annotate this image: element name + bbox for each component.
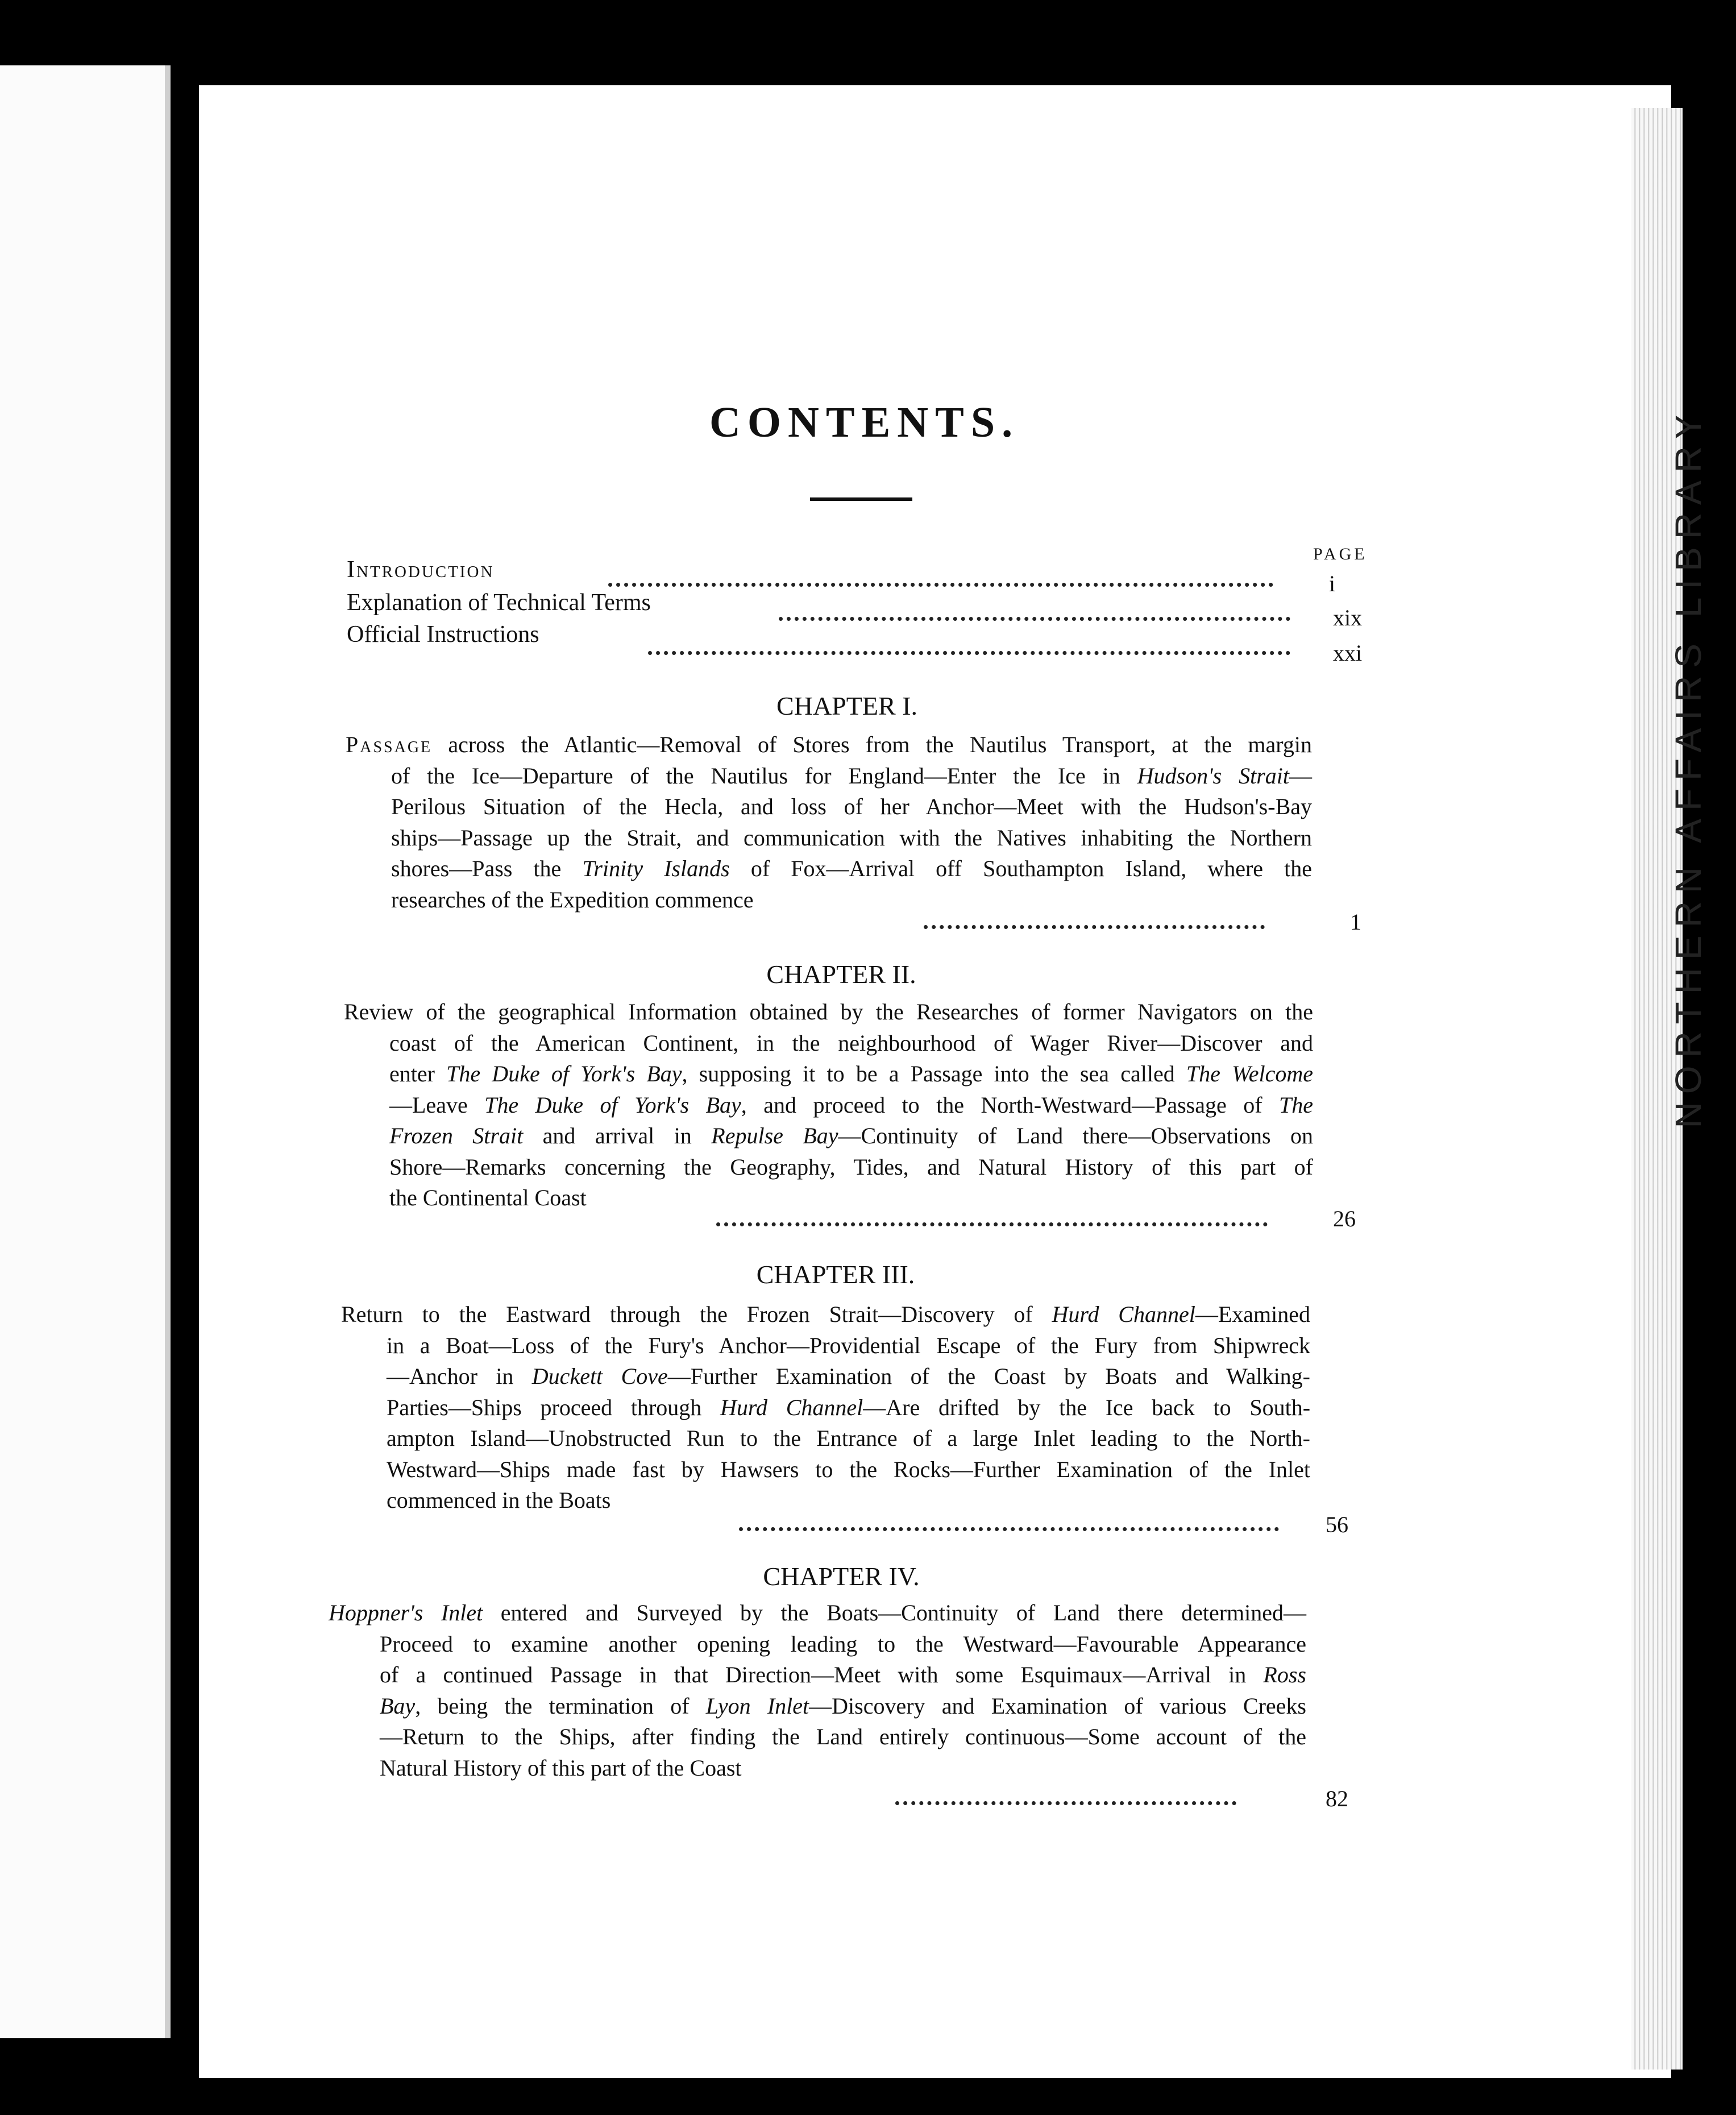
- italic-place-name: The Duke of York's Bay: [446, 1061, 682, 1086]
- italic-place-name: The Welcome: [1186, 1061, 1313, 1086]
- facing-page-edge: [0, 65, 171, 2038]
- toc-entry-technical-terms: Explanation of Technical Terms: [347, 590, 651, 616]
- chapter-2-page: 26: [1333, 1206, 1356, 1231]
- dot-leaders: [648, 645, 1290, 655]
- summary-text: across the Atlantic—Removal of Stores from the Nautilus Transport, at the margin: [432, 732, 1312, 757]
- summary-text: in a Boat—Loss of the Fury's Anchor—Providential Escape of the Fury from Shipwreck: [387, 1332, 1310, 1358]
- italic-place-name: Hurd Channel: [720, 1394, 863, 1420]
- summary-line: [329, 1722, 1306, 1753]
- summary-line: [341, 1330, 1310, 1362]
- summary-line: [346, 729, 1312, 761]
- summary-text: —Examined: [1195, 1301, 1310, 1327]
- summary-line: [329, 1660, 1306, 1691]
- summary-line: [344, 997, 1313, 1028]
- summary-text: Proceed to examine another opening leading to the Westward—Favourable Appearance: [380, 1631, 1306, 1657]
- summary-text: entered and Surveyed by the Boats—Continuity of Land there determined—: [483, 1600, 1306, 1625]
- italic-place-name: Bay: [380, 1693, 416, 1719]
- summary-text: —Return to the Ships, after finding the Land entirely continuous—Some account of the: [380, 1724, 1306, 1749]
- italic-place-name: Ross: [1263, 1662, 1306, 1687]
- summary-text: —: [1289, 762, 1312, 789]
- summary-line: [341, 1361, 1310, 1392]
- summary-text: Natural History of this part of the Coast: [380, 1755, 742, 1781]
- chapter-2-title: CHAPTER II.: [766, 960, 916, 989]
- italic-place-name: Repulse Bay: [711, 1123, 838, 1148]
- chapter-1-page: 1: [1350, 909, 1361, 935]
- italic-place-name: Hoppner's Inlet: [329, 1600, 483, 1625]
- summary-line: [344, 1059, 1313, 1090]
- summary-line: [341, 1454, 1310, 1486]
- summary-line: [346, 761, 1312, 792]
- summary-text: Passage: [346, 732, 433, 757]
- toc-page-number: xix: [1333, 605, 1363, 631]
- toc-entry-introduction: Introduction: [347, 557, 495, 583]
- summary-line: [346, 791, 1312, 823]
- summary-line: [346, 853, 1312, 885]
- chapter-1-summary: [346, 729, 1312, 915]
- chapter-4-summary: [329, 1598, 1306, 1784]
- italic-place-name: Hudson's Strait: [1137, 762, 1289, 789]
- summary-text: —Continuity of Land there—Observations on: [838, 1123, 1313, 1148]
- summary-text: ships—Passage up the Strait, and communication with the Natives inhabiting the Northern: [391, 824, 1312, 851]
- library-stamp: [1666, 370, 1711, 1166]
- dot-leaders: [924, 919, 1265, 929]
- dot-leaders: [608, 577, 1273, 587]
- summary-text: —Are drifted by the Ice back to South-: [863, 1394, 1311, 1420]
- summary-text: Parties—Ships proceed through: [387, 1394, 721, 1420]
- italic-place-name: Trinity Islands: [582, 856, 730, 881]
- toc-entry-official-instructions: Official Instructions: [347, 621, 539, 648]
- summary-line: [329, 1629, 1306, 1660]
- summary-line: [329, 1753, 1306, 1784]
- chapter-4-title: CHAPTER IV.: [763, 1562, 920, 1591]
- summary-line: [344, 1183, 1313, 1214]
- summary-text: enter: [389, 1061, 447, 1086]
- chapter-3-page: 56: [1326, 1512, 1348, 1537]
- chapter-1-title: CHAPTER I.: [776, 691, 917, 720]
- summary-line: [341, 1485, 1310, 1516]
- summary-text: Return to the Eastward through the Frozen Strait—Discovery of: [341, 1301, 1052, 1327]
- summary-line: [344, 1090, 1313, 1121]
- summary-line: [329, 1598, 1306, 1629]
- summary-line: [341, 1423, 1310, 1454]
- chapter-3-summary: [341, 1299, 1310, 1516]
- summary-text: commenced in the Boats: [387, 1487, 611, 1513]
- summary-line: [344, 1028, 1313, 1059]
- italic-place-name: Frozen Strait: [389, 1123, 524, 1148]
- italic-place-name: Hurd Channel: [1052, 1301, 1195, 1327]
- dot-leaders: [716, 1217, 1268, 1226]
- summary-text: Westward—Ships made fast by Hawsers to the Rocks—Further Examination of the Inlet: [387, 1456, 1310, 1482]
- summary-text: of Fox—Arrival off Southampton Island, where the: [729, 856, 1313, 881]
- summary-text: ampton Island—Unobstructed Run to the Entrance of a large Inlet leading to the North-: [387, 1425, 1310, 1451]
- summary-line: [341, 1392, 1310, 1424]
- summary-text: , being the termination of: [415, 1693, 706, 1719]
- summary-line: [346, 885, 1312, 916]
- chapter-3-title: CHAPTER III.: [756, 1260, 915, 1289]
- summary-text: —Discovery and Examination of various Creeks: [809, 1693, 1306, 1719]
- summary-text: researches of the Expedition commence: [391, 886, 754, 913]
- summary-line: [344, 1121, 1313, 1152]
- toc-page-number: xxi: [1333, 640, 1363, 666]
- summary-text: —Further Examination of the Coast by Boats and Walking-: [667, 1363, 1311, 1389]
- dot-leaders: [895, 1795, 1236, 1805]
- summary-text: of a continued Passage in that Direction—Meet with some Esquimaux—Arrival in: [380, 1662, 1264, 1687]
- summary-text: —Leave: [389, 1092, 485, 1118]
- summary-text: the Continental Coast: [389, 1185, 587, 1210]
- summary-line: [329, 1691, 1306, 1722]
- summary-line: [346, 823, 1312, 854]
- contents-heading: CONTENTS.: [709, 399, 1020, 446]
- summary-text: , supposing it to be a Passage into the sea called: [682, 1061, 1186, 1086]
- summary-text: Perilous Situation of the Hecla, and loss of her Anchor—Meet with the Hudson's-Bay: [391, 794, 1312, 819]
- toc-page-number: i: [1329, 571, 1336, 596]
- dot-leaders: [779, 611, 1290, 621]
- summary-text: Review of the geographical Information obtained by the Researches of former Navigators on the: [344, 999, 1313, 1025]
- dot-leaders: [739, 1521, 1279, 1531]
- chapter-4-page: 82: [1326, 1786, 1348, 1811]
- italic-place-name: The: [1279, 1092, 1313, 1118]
- summary-text: coast of the American Continent, in the neighbourhood of Wager River—Discover and: [389, 1030, 1313, 1056]
- summary-line: [344, 1152, 1313, 1183]
- italic-place-name: Duckett Cove: [531, 1363, 668, 1389]
- page-column-label: PAGE: [1313, 545, 1368, 563]
- summary-text: Shore—Remarks concerning the Geography, Tides, and Natural History of this part of: [389, 1154, 1313, 1180]
- summary-text: , and proceed to the North-Westward—Passage of: [741, 1092, 1279, 1118]
- summary-text: shores—Pass the: [391, 856, 583, 881]
- heading-rule: [810, 497, 912, 501]
- summary-text: of the Ice—Departure of the Nautilus for England—Enter the Ice in: [391, 762, 1137, 789]
- summary-line: [341, 1299, 1310, 1330]
- italic-place-name: The Duke of York's Bay: [484, 1092, 741, 1118]
- summary-text: —Anchor in: [387, 1363, 532, 1389]
- library-stamp-text: NORTHERN AFFAIRS LIBRARY: [1668, 407, 1709, 1129]
- chapter-2-summary: [344, 997, 1313, 1214]
- italic-place-name: Lyon Inlet: [705, 1693, 809, 1719]
- summary-text: and arrival in: [523, 1123, 712, 1148]
